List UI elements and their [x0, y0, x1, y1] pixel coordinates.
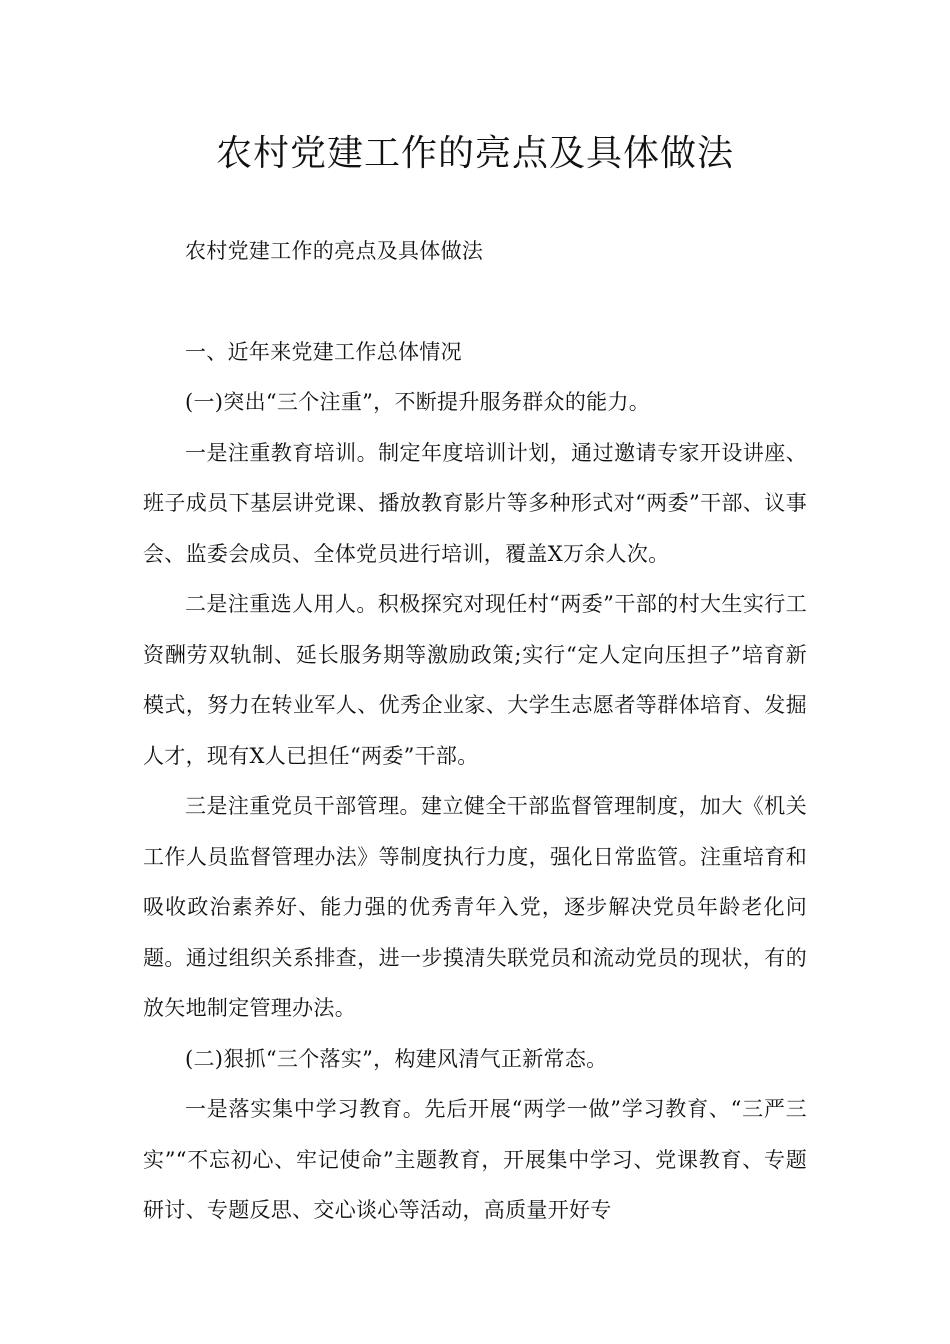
paragraph-education-training: 一是注重教育培训。制定年度培训计划，通过邀请专家开设讲座、班子成员下基层讲党课、播放教育影片等多种形式对“两委”干部、议事会、监委会成员、全体党员进行培训，覆盖X万余人次。	[143, 440, 807, 566]
paragraph-cadre-management: 三是注重党员干部管理。建立健全干部监督管理制度，加大《机关工作人员监督管理办法》等制度执行力度，强化日常监管。注重培育和吸收政治素养好、能力强的优秀青年入党，逐步解决党员年龄老化问题。通过组织关系排查，进一步摸清失联党员和流动党员的现状，有的放矢地制定管理办法。	[143, 794, 807, 1020]
subsection-heading-1: (一)突出“三个注重”，不断提升服务群众的能力。	[185, 390, 651, 414]
document-title: 农村党建工作的亮点及具体做法	[215, 133, 734, 174]
document-body	[143, 226, 807, 1236]
paragraph-study-education: 一是落实集中学习教育。先后开展“两学一做”学习教育、“三严三实”“不忘初心、牢记使命”主题教育，开展集中学习、党课教育、专题研讨、专题反思、交心谈心等活动，高质量开好专	[143, 1097, 807, 1222]
subsection-heading-2: (二)狠抓“三个落实”，构建风清气正新常态。	[185, 1046, 608, 1071]
paragraph-personnel-selection: 二是注重选人用人。积极探究对现任村“两委”干部的村大生实行工资酬劳双轨制、延长服务期等激励政策;实行“定人定向压担子”培育新模式，努力在转业军人、优秀企业家、大学生志愿者等群体培育、发掘人才，现有X人已担任“两委”干部。	[143, 592, 807, 768]
subtitle-paragraph: 农村党建工作的亮点及具体做法	[185, 239, 484, 263]
section-heading-1: 一、近年来党建工作总体情况	[185, 339, 462, 364]
